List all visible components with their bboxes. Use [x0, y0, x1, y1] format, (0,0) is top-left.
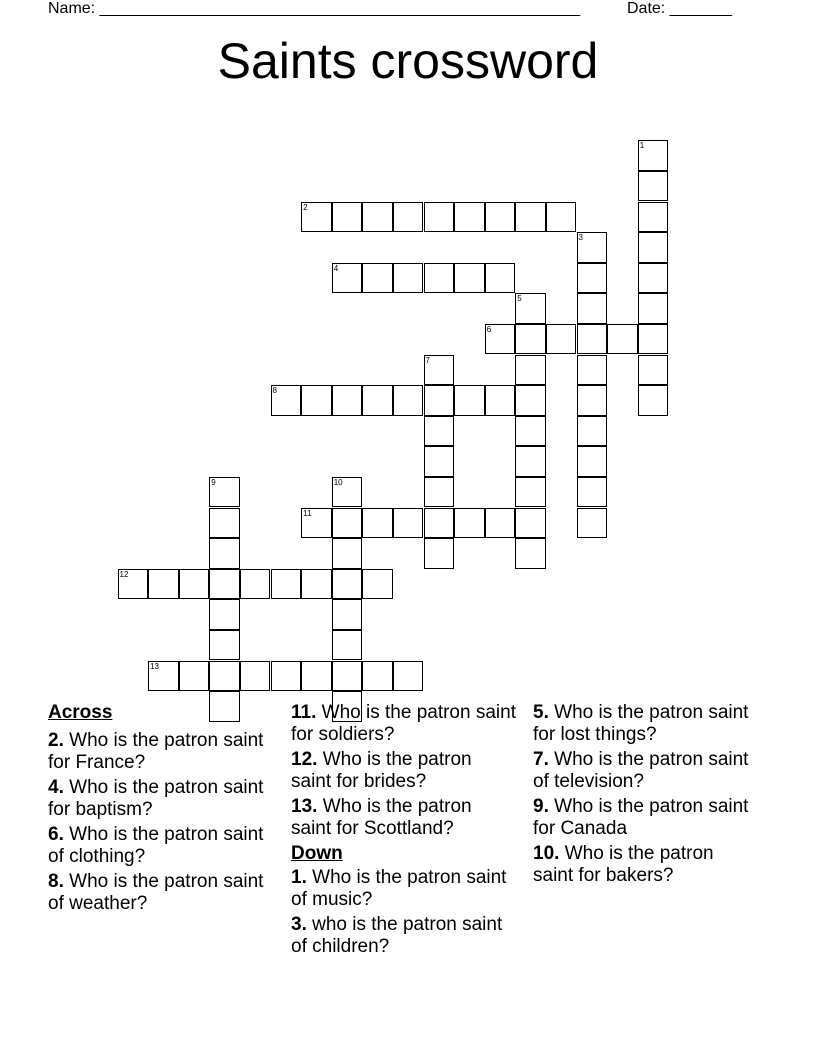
grid-cell[interactable] — [332, 508, 363, 539]
grid-cell[interactable] — [577, 477, 608, 508]
grid-cell[interactable] — [485, 324, 516, 355]
grid-cell[interactable] — [577, 324, 608, 355]
grid-cell[interactable] — [209, 569, 240, 600]
grid-cell[interactable] — [454, 263, 485, 294]
grid-cell[interactable] — [362, 508, 393, 539]
date-field-line: Date: _______ — [627, 0, 732, 17]
clue-across-12: 12. Who is the patron saint for brides? — [291, 749, 472, 792]
grid-cell[interactable] — [332, 661, 363, 692]
grid-cell[interactable] — [607, 324, 638, 355]
grid-cell[interactable] — [424, 355, 455, 386]
grid-cell[interactable] — [362, 661, 393, 692]
clue-column-3 — [533, 702, 758, 890]
grid-cell[interactable] — [209, 661, 240, 692]
grid-cell[interactable] — [515, 508, 546, 539]
clue-number: 4 — [333, 263, 339, 273]
grid-cell[interactable] — [209, 599, 240, 630]
clue-down-1: 1. Who is the patron saint of music? — [291, 867, 507, 910]
grid-cell[interactable] — [209, 630, 240, 661]
grid-cell[interactable] — [454, 202, 485, 233]
grid-cell[interactable] — [179, 661, 210, 692]
grid-cell[interactable] — [332, 385, 363, 416]
grid-cell[interactable] — [454, 508, 485, 539]
grid-cell[interactable] — [515, 355, 546, 386]
clue-column-1 — [48, 702, 273, 918]
grid-cell[interactable] — [332, 630, 363, 661]
clue-number: 2 — [303, 202, 308, 212]
grid-cell[interactable] — [638, 293, 669, 324]
grid-cell[interactable] — [179, 569, 210, 600]
grid-cell[interactable] — [301, 569, 332, 600]
grid-cell[interactable] — [393, 508, 424, 539]
grid-cell[interactable] — [577, 416, 608, 447]
grid-cell[interactable] — [515, 324, 546, 355]
grid-cell[interactable] — [454, 385, 485, 416]
grid-cell[interactable] — [393, 263, 424, 294]
clue-down-5: 5. Who is the patron saint for lost things? — [533, 702, 749, 745]
grid-cell[interactable] — [577, 508, 608, 539]
grid-cell[interactable] — [515, 385, 546, 416]
grid-cell[interactable] — [271, 661, 302, 692]
clue-across-4: 4. Who is the patron saint for baptism? — [48, 777, 264, 820]
grid-cell[interactable] — [515, 477, 546, 508]
grid-cell[interactable] — [332, 599, 363, 630]
grid-cell[interactable] — [362, 385, 393, 416]
grid-cell[interactable] — [546, 202, 577, 233]
grid-cell[interactable] — [424, 477, 455, 508]
grid-cell[interactable] — [301, 202, 332, 233]
clue-number: 8 — [272, 386, 277, 396]
grid-cell[interactable] — [424, 508, 455, 539]
grid-cell[interactable] — [332, 477, 363, 508]
grid-cell[interactable] — [577, 385, 608, 416]
grid-cell[interactable] — [485, 508, 516, 539]
grid-cell[interactable] — [515, 538, 546, 569]
clue-number: 12 — [119, 569, 129, 579]
grid-cell[interactable] — [515, 446, 546, 477]
grid-cell[interactable] — [362, 202, 393, 233]
grid-cell[interactable] — [638, 232, 669, 263]
grid-cell[interactable] — [638, 140, 669, 171]
clue-column-2 — [291, 702, 516, 961]
grid-cell[interactable] — [638, 385, 669, 416]
grid-cell[interactable] — [424, 202, 455, 233]
grid-cell[interactable] — [424, 446, 455, 477]
grid-cell[interactable] — [148, 569, 179, 600]
clue-down-10: 10. Who is the patron saint for bakers? — [533, 843, 714, 886]
clue-across-8: 8. Who is the patron saint of weather? — [48, 871, 264, 914]
grid-cell[interactable] — [301, 385, 332, 416]
grid-cell[interactable] — [209, 477, 240, 508]
grid-cell[interactable] — [332, 202, 363, 233]
grid-cell[interactable] — [393, 661, 424, 692]
grid-cell[interactable] — [271, 569, 302, 600]
grid-cell[interactable] — [332, 263, 363, 294]
grid-cell[interactable] — [332, 538, 363, 569]
clue-across-6: 6. Who is the patron saint of clothing? — [48, 824, 264, 867]
grid-cell[interactable] — [638, 263, 669, 294]
grid-cell[interactable] — [546, 324, 577, 355]
clue-number: 6 — [486, 324, 492, 334]
grid-cell[interactable] — [638, 202, 669, 233]
grid-cell[interactable] — [424, 385, 455, 416]
grid-cell[interactable] — [118, 569, 149, 600]
grid-cell[interactable] — [515, 293, 546, 324]
clue-down-9: 9. Who is the patron saint for Canada — [533, 796, 749, 839]
grid-cell[interactable] — [209, 538, 240, 569]
clue-number: 9 — [211, 477, 216, 487]
clue-down-7: 7. Who is the patron saint of television? — [533, 749, 749, 792]
clue-number: 10 — [333, 477, 343, 487]
grid-cell[interactable] — [577, 355, 608, 386]
grid-cell[interactable] — [240, 569, 271, 600]
grid-cell[interactable] — [424, 263, 455, 294]
grid-cell[interactable] — [393, 385, 424, 416]
grid-cell[interactable] — [332, 569, 363, 600]
grid-cell[interactable] — [577, 232, 608, 263]
down-heading: Down — [291, 843, 343, 864]
grid-cell[interactable] — [485, 385, 516, 416]
name-field-line: Name: ______________________________________________________ — [48, 0, 581, 17]
grid-cell[interactable] — [240, 661, 271, 692]
clue-number: 3 — [578, 233, 583, 243]
grid-cell[interactable] — [301, 661, 332, 692]
clue-number: 13 — [150, 661, 159, 671]
grid-cell[interactable] — [577, 293, 608, 324]
grid-cell[interactable] — [638, 355, 669, 386]
grid-cell[interactable] — [393, 202, 424, 233]
grid-cell[interactable] — [577, 263, 608, 294]
grid-cell[interactable] — [362, 263, 393, 294]
grid-cell[interactable] — [515, 416, 546, 447]
clue-down-3: 3. who is the patron saint of children? — [291, 914, 503, 957]
clue-across-11: 11. Who is the patron saint for soldiers? — [291, 702, 516, 745]
grid-cell[interactable] — [485, 263, 516, 294]
clue-number: 11 — [303, 508, 312, 518]
grid-cell[interactable] — [515, 202, 546, 233]
clue-across-13: 13. Who is the patron saint for Scottland? — [291, 796, 472, 839]
grid-cell[interactable] — [638, 171, 669, 202]
grid-cell[interactable] — [424, 416, 455, 447]
grid-cell[interactable] — [148, 661, 179, 692]
grid-cell[interactable] — [577, 446, 608, 477]
grid-cell[interactable] — [301, 508, 332, 539]
grid-cell[interactable] — [271, 385, 302, 416]
grid-cell[interactable] — [485, 202, 516, 233]
grid-cell[interactable] — [362, 569, 393, 600]
clue-number: 5 — [517, 294, 522, 304]
grid-cell[interactable] — [209, 508, 240, 539]
puzzle-title: Saints crossword — [217, 33, 599, 89]
across-heading: Across — [48, 702, 113, 723]
grid-cell[interactable] — [424, 538, 455, 569]
clue-across-2: 2. Who is the patron saint for France? — [48, 730, 264, 773]
clue-number: 1 — [639, 141, 645, 151]
clue-number: 7 — [425, 355, 430, 365]
grid-cell[interactable] — [638, 324, 669, 355]
